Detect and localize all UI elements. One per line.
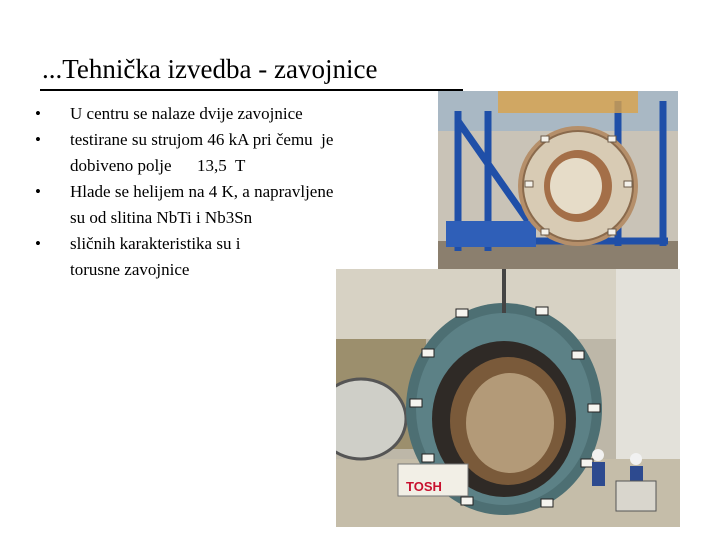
bullet-line: U centru se nalaze dvije zavojnice [70, 104, 303, 123]
bullet-line: Hlade se helijem na 4 K, a napravljene [70, 182, 334, 201]
bullet-item [30, 179, 400, 231]
bullet-icon: • [35, 104, 41, 123]
bullet-item [30, 127, 400, 179]
solenoid-coil-photo [438, 91, 678, 269]
bullet-icon: • [35, 234, 41, 253]
sign-text: TOSH [406, 479, 442, 494]
solenoid-coil-illustration [438, 91, 678, 269]
bullet-line: su od slitina NbTi i Nb3Sn [70, 208, 253, 227]
bullet-line: dobiveno polje 13,5 T [70, 156, 246, 175]
slide-title: ...Tehnička izvedba - zavojnice [42, 54, 378, 84]
bullet-line: testirane su strujom 46 kA pri čemu je [70, 130, 334, 149]
bullet-line: torusne zavojnice [70, 260, 190, 279]
title-underline [40, 89, 463, 91]
toroidal-coil-photo [336, 269, 680, 527]
toroidal-coil-illustration [336, 269, 680, 527]
bullet-icon: • [35, 182, 41, 201]
bullet-item [30, 101, 400, 127]
bullet-icon: • [35, 130, 41, 149]
bullet-list [30, 101, 400, 283]
bullet-line: sličnih karakteristika su i [70, 234, 241, 253]
